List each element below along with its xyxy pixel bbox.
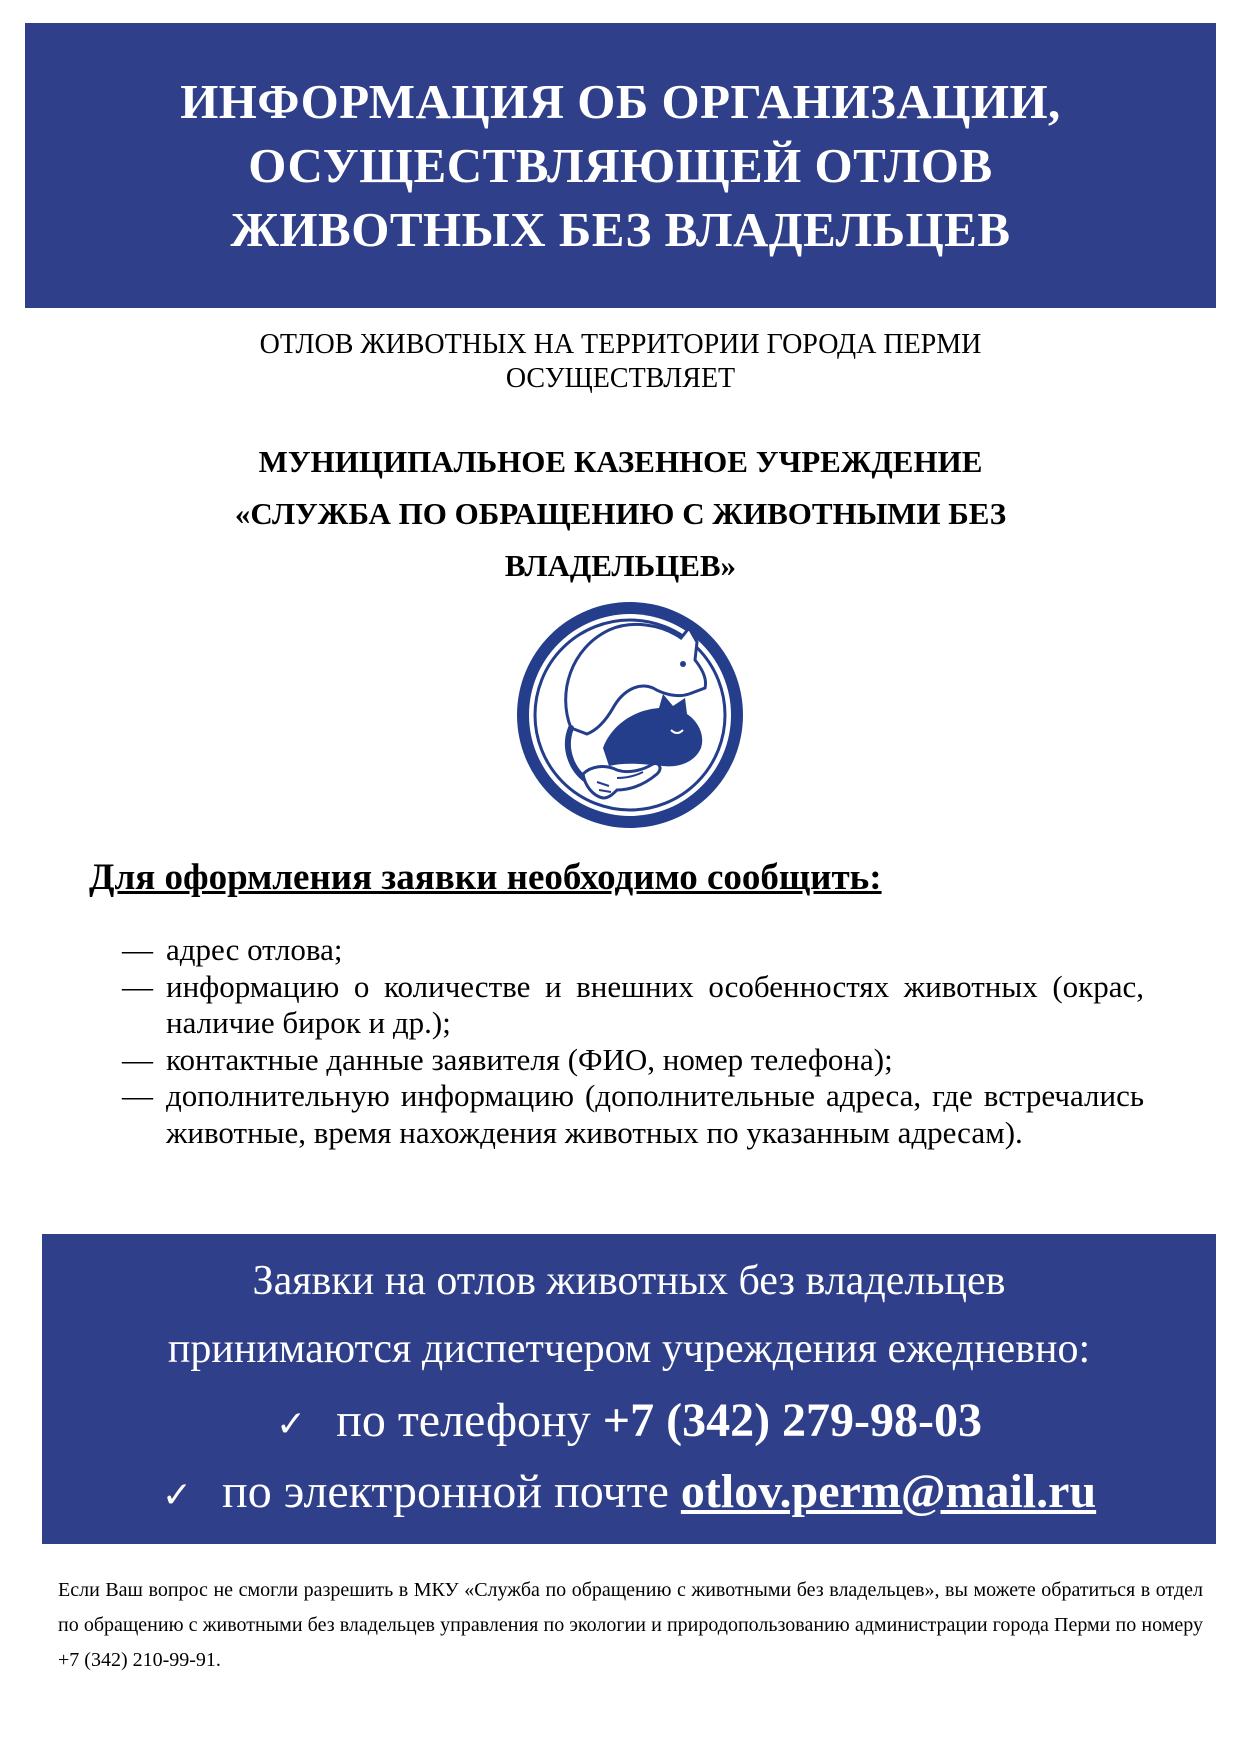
organization-line: «СЛУЖБА ПО ОБРАЩЕНИЮ С ЖИВОТНЫМИ БЕЗ (234, 496, 1007, 531)
dash-bullet: — (122, 1078, 153, 1113)
phone-contact (42, 1392, 1216, 1454)
organization-logo (513, 598, 747, 832)
checkmark-icon: ✓ (275, 1404, 307, 1445)
dash-bullet: — (122, 968, 153, 1004)
list-item (122, 969, 1144, 1042)
list-item-text: контактные данные заявителя (ФИО, номер телефона); (166, 1041, 893, 1077)
contact-intro-line: Заявки на отлов животных без владельцев (252, 1258, 1006, 1304)
list-item-text: информацию о количестве и внешних особенностях животных (окрас, наличие бирок и др.); (166, 968, 1144, 1040)
organization-line: ВЛАДЕЛЬЦЕВ» (504, 548, 737, 583)
checkmark-icon: ✓ (161, 1475, 193, 1516)
subtitle-line: ОТЛОВ ЖИВОТНЫХ НА ТЕРРИТОРИИ ГОРОДА ПЕРМИ (259, 329, 982, 360)
list-item (122, 1078, 1144, 1151)
list-item (122, 1042, 1144, 1079)
list-item-text: адрес отлова; (166, 932, 343, 967)
organization-line: МУНИЦИПАЛЬНОЕ КАЗЕННОЕ УЧРЕЖДЕНИЕ (258, 444, 983, 479)
email-contact (42, 1463, 1216, 1525)
subtitle-line: ОСУЩЕСТВЛЯЕТ (505, 363, 736, 394)
contact-info-box (42, 1234, 1216, 1544)
title-line: ОСУЩЕСТВЛЯЮЩЕЙ ОТЛОВ (248, 137, 993, 193)
list-item (122, 932, 1144, 969)
requirements-list (122, 932, 1144, 1151)
title-line: ИНФОРМАЦИЯ ОБ ОРГАНИЗАЦИИ, (180, 73, 1061, 129)
phone-number[interactable]: +7 (342) 279-98-03 (602, 1394, 983, 1447)
footer-note: Если Ваш вопрос не смогли разрешить в МКУ «Служба по обращению с животными без владельцев», вы можете обратиться в отдел по обращению с животными без владельцев управления по экологии и природопользованию администрации города Перми по номеру +7 (342) 210-99-91. (58, 1579, 1203, 1671)
dash-bullet: — (122, 1041, 153, 1077)
animal-care-logo-icon (513, 598, 747, 832)
title-line: ЖИВОТНЫХ БЕЗ ВЛАДЕЛЬЦЕВ (230, 201, 1011, 257)
organization-name (0, 436, 1241, 592)
header-banner (25, 23, 1216, 308)
list-item-text: дополнительную информацию (дополнительные адреса, где встречались животные, время нахождения животных по указанным адресам). (166, 1078, 1144, 1150)
requirements-heading: Для оформления заявки необходимо сообщить: (89, 857, 882, 898)
page-title (180, 70, 1061, 262)
phone-label: по телефону (336, 1394, 603, 1447)
dash-bullet: — (122, 932, 153, 967)
email-label: по электронной почте (222, 1465, 681, 1518)
contact-intro-line: принимаются диспетчером учреждения ежедневно: (167, 1326, 1091, 1372)
email-link[interactable]: otlov.perm@mail.ru (680, 1465, 1097, 1518)
subtitle (0, 328, 1241, 396)
